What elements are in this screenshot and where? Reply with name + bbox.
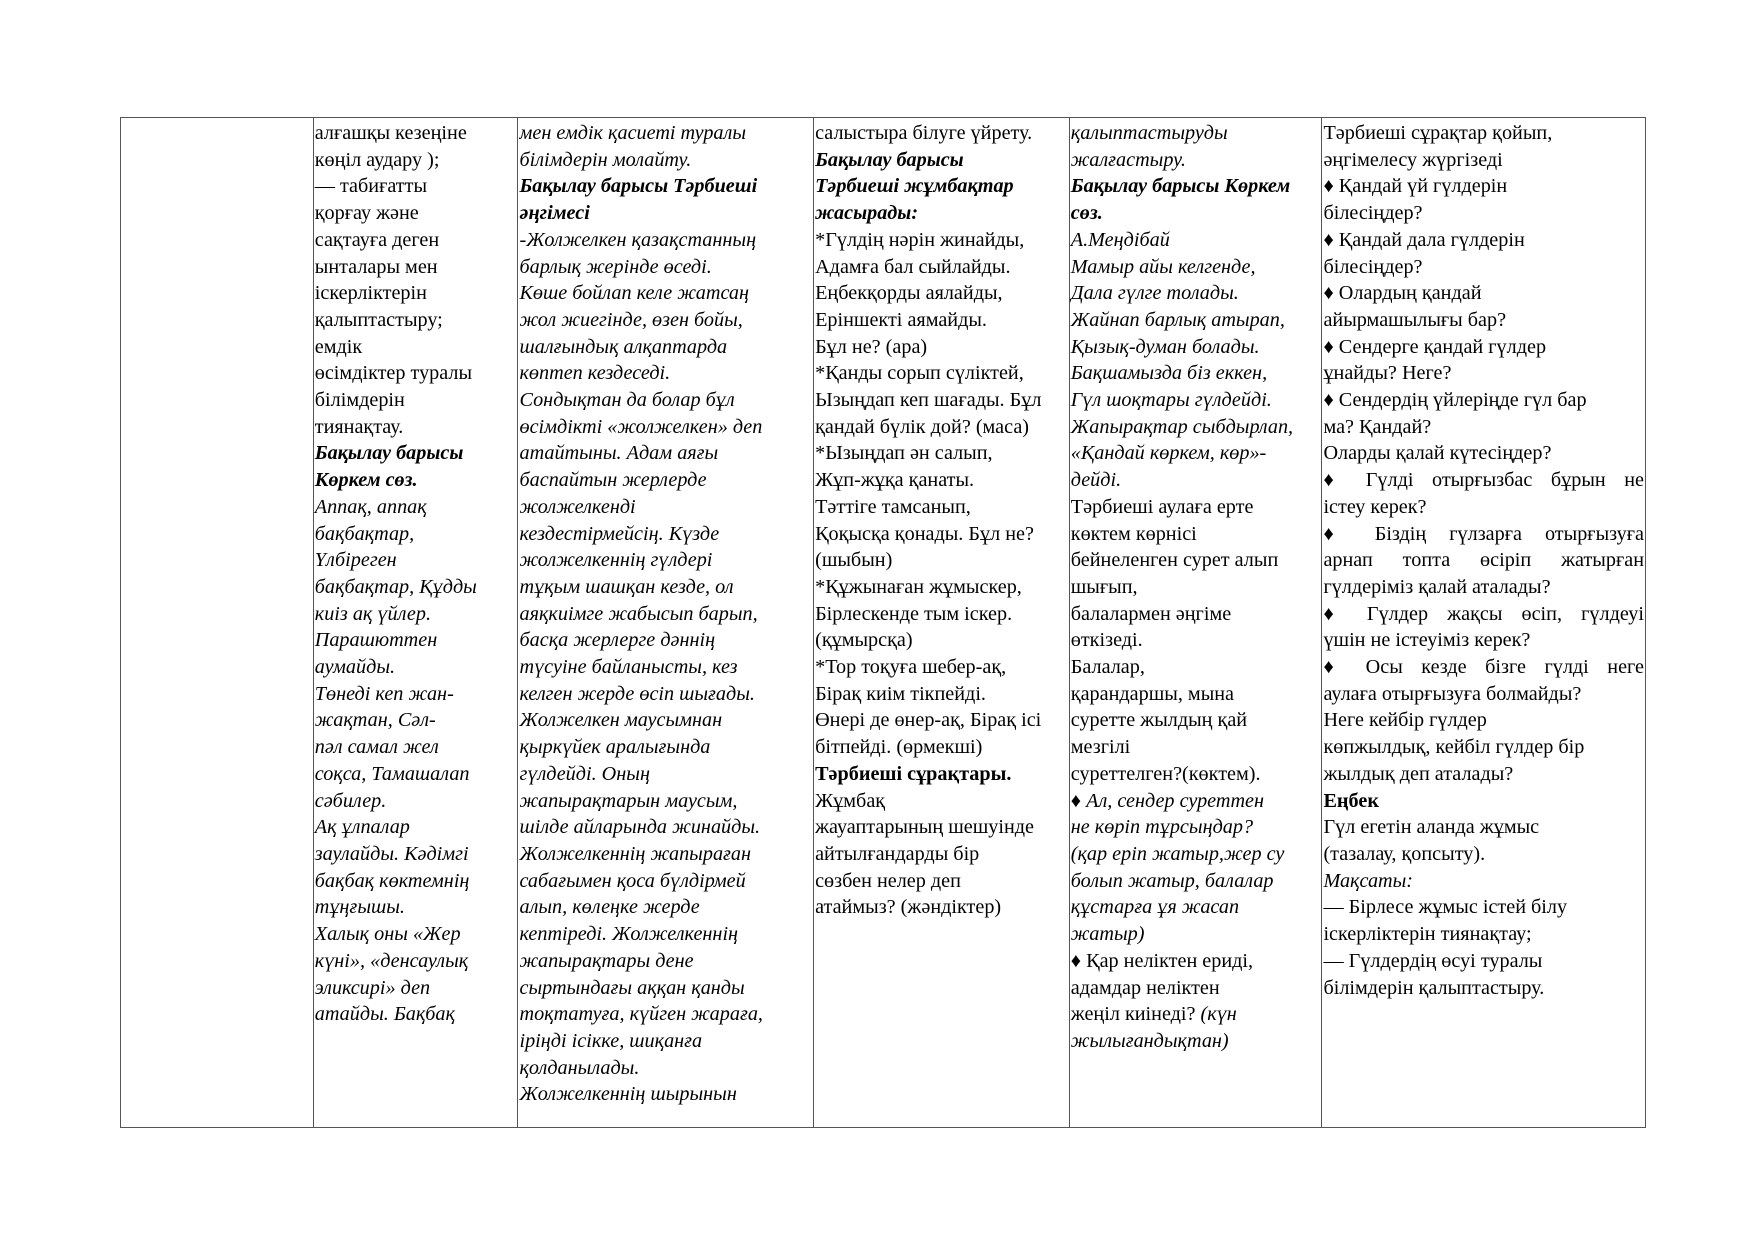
text-line: Жұмбақ	[815, 789, 886, 812]
text-line: Төнеді кеп жан-	[314, 682, 454, 705]
text-line: атайды. Бақбақ	[314, 1003, 455, 1026]
text-line: бақбақтар, Құдды	[314, 575, 477, 598]
text-line: салыстыра білуге үйрету.	[815, 122, 1033, 144]
column-teacher-questions	[1322, 118, 1645, 1127]
text-line: Ызыңдап кеп шағады. Бұл	[815, 389, 1042, 412]
text-line: Гүл шоқтары гүлдейді.	[1070, 389, 1272, 412]
text-line: пәл самал жел	[314, 736, 439, 759]
text-line: Үлбіреген	[314, 549, 397, 572]
text-line: Гүл егетін аланда жұмыс	[1323, 816, 1540, 839]
text-line: мезгілі	[1070, 736, 1131, 759]
text-line: гүлдейді. Оның	[519, 762, 650, 785]
text-line: Қоқысқа қонады. Бұл не?	[815, 522, 1034, 545]
text-line: гүлдеріміз қалай аталады?	[1323, 575, 1551, 598]
column-empty	[121, 118, 314, 1127]
column-observation-dandelion	[314, 118, 519, 1127]
text-line: білімдерін молайту.	[519, 148, 692, 171]
text-line: тұқым шашқан кезде, ол	[519, 575, 734, 598]
text-line: дейді.	[1070, 469, 1122, 492]
text-line: шілде айларында жинайды.	[519, 816, 761, 839]
text-line: (құмырсқа)	[815, 629, 913, 652]
text-line: қыркүйек аралығында	[519, 736, 711, 759]
text-line: Балалар,	[1070, 656, 1145, 679]
text-line: А.Меңдібай	[1070, 228, 1170, 251]
text-line: *Гүлдің нәрін жинайды,	[815, 228, 1025, 251]
text-line: өткізеді.	[1070, 629, 1143, 652]
text-line: *Ызыңдап ән салып,	[815, 442, 993, 465]
text-line: Өнері де өнер-ақ, Бірақ ісі	[815, 709, 1042, 732]
text-line: жауаптарының шешуінде	[815, 816, 1034, 839]
text-line: өсімдікті «жолжелкен» деп	[519, 415, 763, 438]
text-line: Тәрбиеші жұмбақтар	[815, 175, 1014, 198]
text-line: Парашюттен	[314, 629, 438, 652]
text-line: іскерліктерін тиянақтау;	[1323, 923, 1532, 946]
text-line: барлық жерінде өседі.	[519, 255, 712, 278]
text-line: құстарға ұя жасап	[1070, 896, 1240, 919]
text-line: ♦ Қандай үй гүлдерін	[1323, 175, 1508, 198]
text-line: Ақ ұлпалар	[314, 816, 410, 839]
text-line: бейнеленген сурет алып	[1070, 549, 1279, 572]
text-line: Сондықтан да болар бұл	[519, 389, 735, 412]
text-line: қорғау және	[314, 202, 419, 225]
text-line: Халық оны «Жер	[314, 923, 461, 946]
text-line: сыртындағы аққан қанды	[519, 976, 745, 999]
text-line: білесіңдер?	[1323, 255, 1423, 278]
text-line: іскерліктерін	[314, 282, 427, 305]
text-line: Дала гүлге толады.	[1070, 282, 1239, 305]
text-line: іріңді ісікке, шиқанға	[519, 1029, 703, 1052]
text-line: ♦ Гүлді отырғызбас бұрын не	[1323, 469, 1645, 492]
text-line: қалыптастыруды	[1070, 122, 1228, 144]
text-line: ма? Қандай?	[1323, 415, 1432, 438]
text-line: тұңғышы.	[314, 896, 405, 919]
text-line: (қар еріп жатыр,жер су	[1070, 842, 1285, 865]
text-line: бақбақ көктемнің	[314, 869, 470, 892]
text-line: атаймыз? (жәндіктер)	[815, 896, 1002, 919]
text-line: Аппақ, аппақ	[314, 495, 427, 518]
text-line: шалғындық алқаптарда	[519, 335, 728, 358]
text-line: Мамыр айы келгенде,	[1070, 255, 1256, 278]
text-line: ынталары мен	[314, 255, 438, 278]
text-line: Жапырақтар сыбдырлап,	[1070, 415, 1294, 438]
text-line: алып, көлеңке жерде	[519, 896, 700, 919]
text-line: сөзбен нелер деп	[815, 869, 961, 892]
text-line: жапырақтарын маусым,	[519, 789, 738, 812]
text-line: келген жерде өсіп шығады.	[519, 682, 755, 705]
text-line: не көріп тұрсыңдар?	[1070, 816, 1254, 839]
text-line: әңгімесі	[519, 202, 590, 225]
text-line: — Гүлдердің өсуі туралы	[1323, 949, 1543, 972]
text-line: білімдерін	[314, 389, 405, 412]
text-line: Жұп-жұқа қанаты.	[815, 469, 975, 492]
text-line: — Бірлесе жұмыс істей білу	[1323, 896, 1568, 919]
text-line: Көркем сөз.	[314, 469, 418, 492]
text-line: (шыбын)	[815, 549, 893, 572]
text-line: істеу керек?	[1323, 495, 1427, 518]
text-line: жапырақтары дене	[519, 949, 694, 972]
text-line: Жайнап барлық атырап,	[1070, 308, 1285, 331]
text-line: білімдерін қалыптастыру.	[1323, 976, 1545, 999]
text-line: алғашқы кезеңіне	[314, 122, 467, 144]
text-line: көптеп кездеседі.	[519, 362, 671, 385]
text-line: Көше бойлап келе жатсаң	[519, 282, 750, 305]
text-line: көктем көрнісі	[1070, 522, 1197, 545]
text-line: сәбилер.	[314, 789, 387, 812]
text-line: Тәттіге тамсанып,	[815, 495, 971, 518]
column-riddles	[814, 118, 1070, 1127]
text-line: тиянақтау.	[314, 415, 404, 438]
text-line: сақтауға деген	[314, 228, 440, 251]
text-line: ♦ Сендерге қандай гүлдер	[1323, 335, 1547, 358]
text-line: көпжылдық, кейбіл гүлдер бір	[1323, 736, 1585, 759]
text-line: «Қандай көркем, көр»-	[1070, 442, 1267, 465]
text-line: кездестірмейсің. Күзде	[519, 522, 720, 545]
text-line: көңіл аудару );	[314, 148, 440, 171]
text-line: Мақсаты:	[1323, 869, 1414, 892]
text-line: ♦ Біздің гүлзарға отырғызуға	[1323, 522, 1645, 545]
text-line: жақтан, Сәл-	[314, 709, 436, 732]
text-line: киіз ақ үйлер.	[314, 602, 431, 625]
text-line: ♦ Сендердің үйлеріңде гүл бар	[1323, 389, 1587, 412]
text-line: Бақылау барысы Көркем	[1070, 175, 1291, 198]
column-spring-poem	[1070, 118, 1323, 1127]
text-line: -Жолжелкен қазақстанның	[519, 228, 757, 251]
text-line: жалғастыру.	[1070, 148, 1186, 171]
text-line: Еңбек	[1323, 789, 1379, 812]
text-line: әңгімелесу жүргізеді	[1323, 148, 1503, 171]
lesson-table	[120, 117, 1646, 1128]
column-observation-plantain	[518, 118, 814, 1127]
text-line: жолжелкеннің гүлдері	[519, 549, 713, 572]
text-line: жылдық деп аталады?	[1323, 762, 1514, 785]
text-line: жасырады:	[815, 202, 919, 225]
text-line: ұнайды? Неге?	[1323, 362, 1452, 385]
text-line: аумайды.	[314, 656, 396, 679]
text-line: шығып,	[1070, 575, 1138, 598]
text-line: Қызық-думан болады.	[1070, 335, 1260, 358]
text-line: үшін не істеуіміз керек?	[1323, 629, 1531, 652]
text-line: Тәрбиеші сұрақтары.	[815, 762, 1012, 785]
text-line: Оларды қалай күтесіңдер?	[1323, 442, 1552, 465]
text-line: Еңбекқорды аялайды,	[815, 282, 1003, 305]
text-line: сабағымен қоса бүлдірмей	[519, 869, 746, 892]
text-line: Жолжелкеннің шырынын	[519, 1083, 737, 1106]
text-line: Тәрбиеші сұрақтар қойып,	[1323, 122, 1553, 144]
text-line: *Құжынаған жұмыскер,	[815, 575, 1022, 598]
text-line: ♦ Олардың қандай	[1323, 282, 1482, 305]
text-line: суретте жылдың қай	[1070, 709, 1248, 732]
text-line: қолданылады.	[519, 1056, 640, 1079]
text-line: Еріншекті аямайды.	[815, 308, 987, 331]
text-line	[1071, 1001, 1321, 1028]
text-line: балалармен әңгіме	[1070, 602, 1232, 625]
text-line: қарандаршы, мына	[1070, 682, 1235, 705]
text-line: суреттелген?(көктем).	[1070, 762, 1261, 785]
text-line: болып жатыр, балалар	[1070, 869, 1274, 892]
text-line: бітпейді. (өрмекші)	[815, 736, 983, 759]
text-line: Адамға бал сыйлайды.	[815, 255, 1011, 278]
text-line: түсуіне байланысты, кез	[519, 656, 738, 679]
text-line: Бақылау барысы Тәрбиеші	[519, 175, 758, 198]
text-line: баспайтын жерлерде	[519, 469, 707, 492]
text-line: Бақшамызда біз еккен,	[1070, 362, 1268, 385]
text-line: қандай бүлік дой? (маса)	[815, 415, 1030, 438]
text-line: ♦ Гүлдер жақсы өсіп, гүлдеуі	[1323, 602, 1645, 625]
text-line: Бірақ киім тікпейді.	[815, 682, 986, 705]
text-line: ♦ Осы кезде бізге гүлді неге	[1323, 656, 1645, 679]
text-line: қалыптастыру;	[314, 308, 443, 331]
text-line: атайтыны. Адам аяғы	[519, 442, 719, 465]
text-line: бақбақтар,	[314, 522, 415, 545]
text-line: ♦ Ал, сендер суреттен	[1070, 789, 1265, 812]
text-line: кептіреді. Жолжелкеннің	[519, 923, 739, 946]
text-line: аяқкиімге жабысып барып,	[519, 602, 758, 625]
text-line: — табиғатты	[314, 175, 428, 198]
text-line: өсімдіктер туралы	[314, 362, 473, 385]
text-line: жолжелкенді	[519, 495, 636, 518]
text-line: ♦ Қар неліктен ериді,	[1070, 949, 1254, 972]
text-line: айырмашылығы бар?	[1323, 308, 1507, 331]
text-line: *Қанды сорып сүліктей,	[815, 362, 1024, 385]
text-line: ♦ Қандай дала гүлдерін	[1323, 228, 1525, 251]
text-line: емдік	[314, 335, 363, 358]
text-line: айтылғандарды бір	[815, 842, 980, 865]
text-line: аулаға отырғызуға болмайды?	[1323, 682, 1582, 705]
text-line: Бірлескенде тым іскер.	[815, 602, 1013, 625]
text-line: жылығандықтан)	[1070, 1029, 1229, 1052]
text-line: эликсирі» деп	[314, 976, 431, 999]
text-line: жол жиегінде, өзен бойы,	[519, 308, 743, 331]
text-line: күні», «денсаулық	[314, 949, 469, 972]
text-line: *Тор тоқуға шебер-ақ,	[815, 656, 1007, 679]
text-line: Бақылау барысы	[314, 442, 464, 465]
text-line: Жолжелкеннің жапыраған	[519, 842, 752, 865]
text-line: жатыр)	[1070, 923, 1145, 946]
text-line: адамдар неліктен	[1070, 976, 1220, 999]
text-line: білесіңдер?	[1323, 202, 1423, 225]
text-line: Тәрбиеші аулаға ерте	[1070, 495, 1254, 518]
text-line: басқа жерлерге дәннің	[519, 629, 716, 652]
text-line: Бұл не? (ара)	[815, 335, 928, 358]
text-line: мен емдік қасиеті туралы	[519, 122, 746, 144]
text-line: Бақылау барысы	[815, 148, 964, 171]
text-line: арнап топта өсіріп жатырған	[1323, 549, 1645, 572]
text-run: жеңіл киінеді?	[1070, 1003, 1201, 1026]
text-line: заулайды. Кәдімгі	[314, 842, 469, 865]
text-run-italic: (күн	[1200, 1003, 1237, 1026]
text-line: тоқтатуға, күйген жараға,	[519, 1003, 763, 1026]
text-line: Жолжелкен маусымнан	[519, 709, 723, 732]
text-line: сөз.	[1070, 202, 1103, 225]
text-line: (тазалау, қопсыту).	[1323, 842, 1486, 865]
text-line: соқса, Тамашалап	[314, 762, 470, 785]
text-line: Неге кейбір гүлдер	[1323, 709, 1487, 732]
